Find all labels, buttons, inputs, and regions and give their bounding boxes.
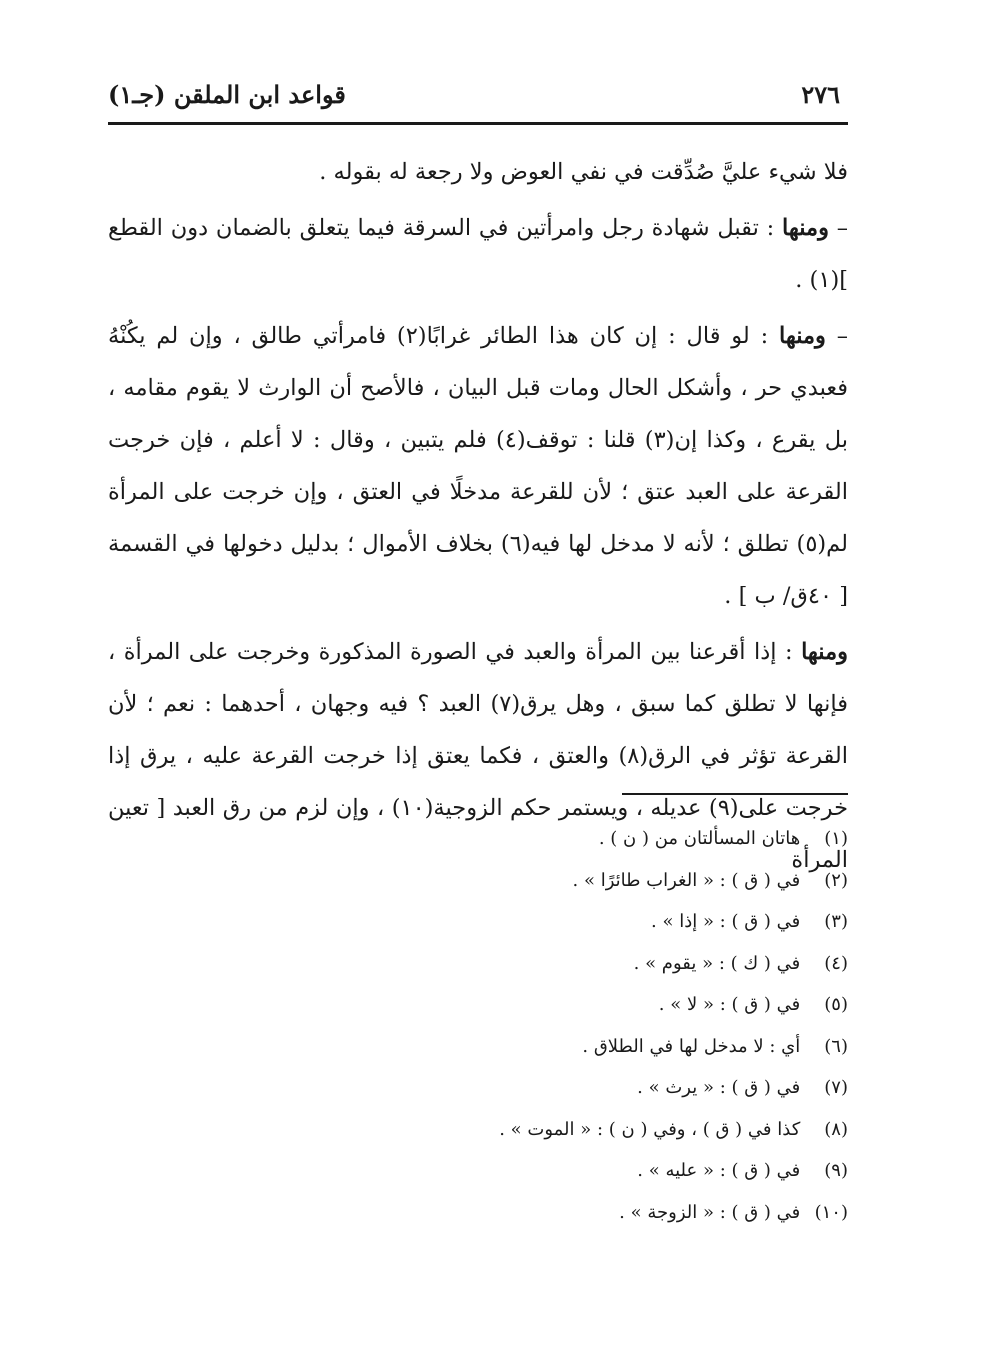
footnote-text: في ( ق ) : « عليه » . — [637, 1160, 801, 1181]
footnote — [108, 1150, 848, 1192]
paragraph-dash: – — [836, 215, 849, 241]
footnote-number: (١) — [824, 828, 848, 849]
footnote — [108, 901, 848, 943]
footnote — [108, 1192, 848, 1234]
footnotes-list — [108, 818, 848, 1233]
footnote — [108, 1026, 848, 1068]
header-divider — [108, 122, 848, 125]
footnote-number: (٤) — [824, 952, 848, 974]
footnote-text: في ( ق ) : « إذا » . — [651, 911, 801, 932]
paragraph-3 — [108, 310, 848, 622]
footnote-text: أي : لا مدخل لها في الطلاق . — [582, 1035, 801, 1057]
paragraph-text: فلا شيء عليَّ صُدِّقت في نفي العوض ولا رجعة له بقوله . — [319, 159, 848, 185]
footnote-number: (٢) — [824, 869, 848, 891]
paragraph-1 — [108, 146, 848, 198]
footnote-text: في ( ك ) : « يقوم » . — [633, 952, 801, 974]
main-text — [108, 146, 848, 886]
footnote-number: (١٠) — [814, 1201, 848, 1223]
book-page — [108, 68, 848, 1298]
footnote — [108, 943, 848, 985]
paragraph-lead-word: ومنها — [801, 639, 848, 665]
footnote-text: هاتان المسألتان من ( ن ) . — [598, 828, 801, 849]
footnote-number: (٥) — [824, 994, 848, 1015]
footnote — [108, 818, 848, 860]
footnote-number: (٧) — [824, 1077, 848, 1098]
paragraph-text: : لو قال : إن كان هذا الطائر غرابًا(٢) فامرأتي طالق ، وإن لم يكُنْهُ فعبدي حر ، وأشكل الحال ومات قبل البيان ، فالأصح أن الوارث لا يقوم مقامه ، بل يقرع ، وكذا إن(٣) قلنا : توقف(٤) فلم يتبين ، وقال : لا أعلم ، فإن خرجت القرعة على العبد عتق ؛ لأن للقرعة مدخلًا في العتق ، وإن خرجت على المرأة لم(٥) تطلق ؛ لأنه لا مدخل لها فيه(٦) بخلاف الأموال ؛ بدليل دخولها في القسمة [ ٤٠ق/ ب ] . — [108, 323, 849, 609]
paragraph-dash: – — [836, 323, 848, 349]
footnote-text: كذا في ( ق ) ، وفي ( ن ) : « الموت » . — [499, 1118, 801, 1140]
footnote-number: (٦) — [824, 1035, 848, 1057]
paragraph-lead-word: ومنها — [778, 323, 826, 349]
footnote-number: (٣) — [824, 911, 848, 932]
footnote-text: في ( ق ) : « لا » . — [658, 994, 801, 1015]
footnote — [108, 860, 848, 902]
paragraph-lead-word: ومنها — [782, 215, 829, 241]
book-title: قواعد ابن الملقن (جـ١) — [108, 80, 346, 109]
footnote-text: في ( ق ) : « الغراب طائرًا » . — [572, 869, 801, 891]
paragraph-text: : إذا أقرعنا بين المرأة والعبد في الصورة المذكورة وخرجت على المرأة ، فإنها لا تطلق كما سبق ، وهل يرق(٧) العبد ؟ فيه وجهان ، أحدهما : نعم ؛ لأن القرعة تؤثر في الرق(٨) والعتق ، فكما يعتق إذا خرجت القرعة عليه ، يرق إذا خرجت على(٩) عديله ، ويستمر حكم الزوجية(١٠) ، وإن لزم من رق العبد [ تعين المرأة — [108, 639, 848, 873]
page-number: ٢٧٦ — [801, 80, 840, 109]
footnote-text: في ( ق ) : « الزوجة » . — [619, 1201, 801, 1223]
footnote-number: (٨) — [824, 1118, 848, 1140]
paragraph-2 — [108, 202, 848, 306]
footnote — [108, 984, 848, 1026]
footnote-divider — [622, 793, 848, 795]
footnote — [108, 1109, 848, 1151]
footnote-text: في ( ق ) : « يرث » . — [637, 1077, 801, 1098]
running-header — [108, 80, 848, 120]
footnote-number: (٩) — [824, 1160, 848, 1181]
paragraph-text: : تقبل شهادة رجل وامرأتين في السرقة فيما يتعلق بالضمان دون القطع ](١) . — [108, 215, 848, 293]
footnote — [108, 1067, 848, 1109]
